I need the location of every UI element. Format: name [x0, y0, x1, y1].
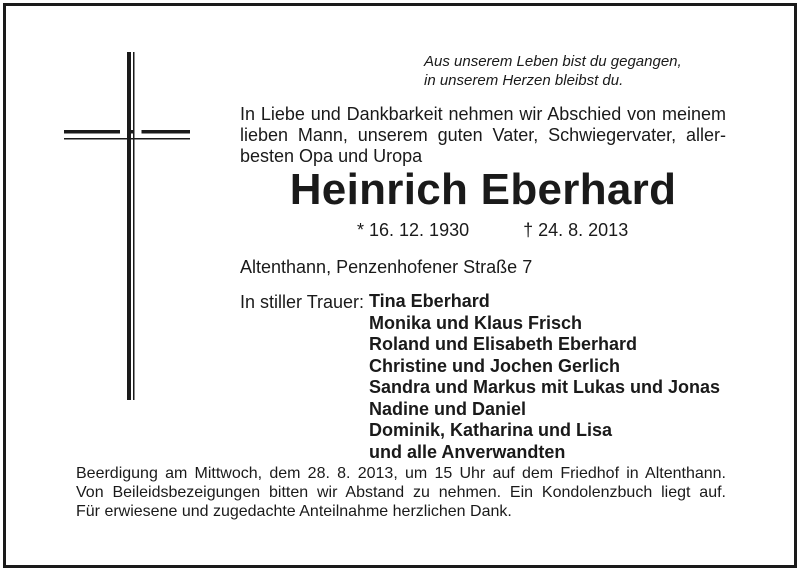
motto-line: Aus unserem Leben bist du gegangen,: [424, 53, 682, 70]
death-date: † 24. 8. 2013: [523, 220, 629, 240]
mourner-name: Monika und Klaus Frisch: [369, 312, 583, 333]
mourner-name: und alle Anverwandten: [369, 441, 566, 462]
life-dates: [357, 219, 628, 241]
motto: [424, 52, 724, 90]
mourning-label: In stiller Trauer:: [240, 292, 365, 312]
intro-line: besten Opa und Uropa: [240, 146, 423, 166]
footer-line: Von Beileidsbezeigungen bitten wir Abstand zu nehmen. Ein Kondolenzbuch liegt auf.: [76, 484, 726, 501]
mourner-name: Christine und Jochen Gerlich: [369, 355, 621, 376]
deceased-name: Heinrich Eberhard: [289, 165, 677, 214]
mourner-name: Roland und Elisabeth Eberhard: [369, 334, 638, 354]
intro-line: lieben Mann, unserem guten Vater, Schwiegervater, aller-: [240, 125, 726, 145]
intro-text: [240, 104, 726, 167]
footer-line: Für erwiesene und zugedachte Anteilnahme herzlichen Dank.: [76, 503, 512, 520]
footer-line: Beerdigung am Mittwoch, dem 28. 8. 2013, um 15 Uhr auf dem Friedhof in Altenthann.: [76, 465, 726, 482]
funeral-info: [76, 464, 726, 521]
mourner-name: Nadine und Daniel: [369, 398, 527, 419]
mourner-name: Dominik, Katharina und Lisa: [369, 420, 613, 440]
mourner-name: Sandra und Markus mit Lukas und Jonas: [369, 377, 721, 397]
mourners-list: [369, 291, 720, 463]
birth-date: * 16. 12. 1930: [357, 220, 470, 240]
mourner-name: Tina Eberhard: [369, 291, 490, 311]
motto-line: in unserem Herzen bleibst du.: [424, 72, 624, 89]
address: Altenthann, Penzenhofener Straße 7: [240, 257, 533, 277]
intro-line: In Liebe und Dankbarkeit nehmen wir Abschied von meinem: [240, 104, 726, 124]
